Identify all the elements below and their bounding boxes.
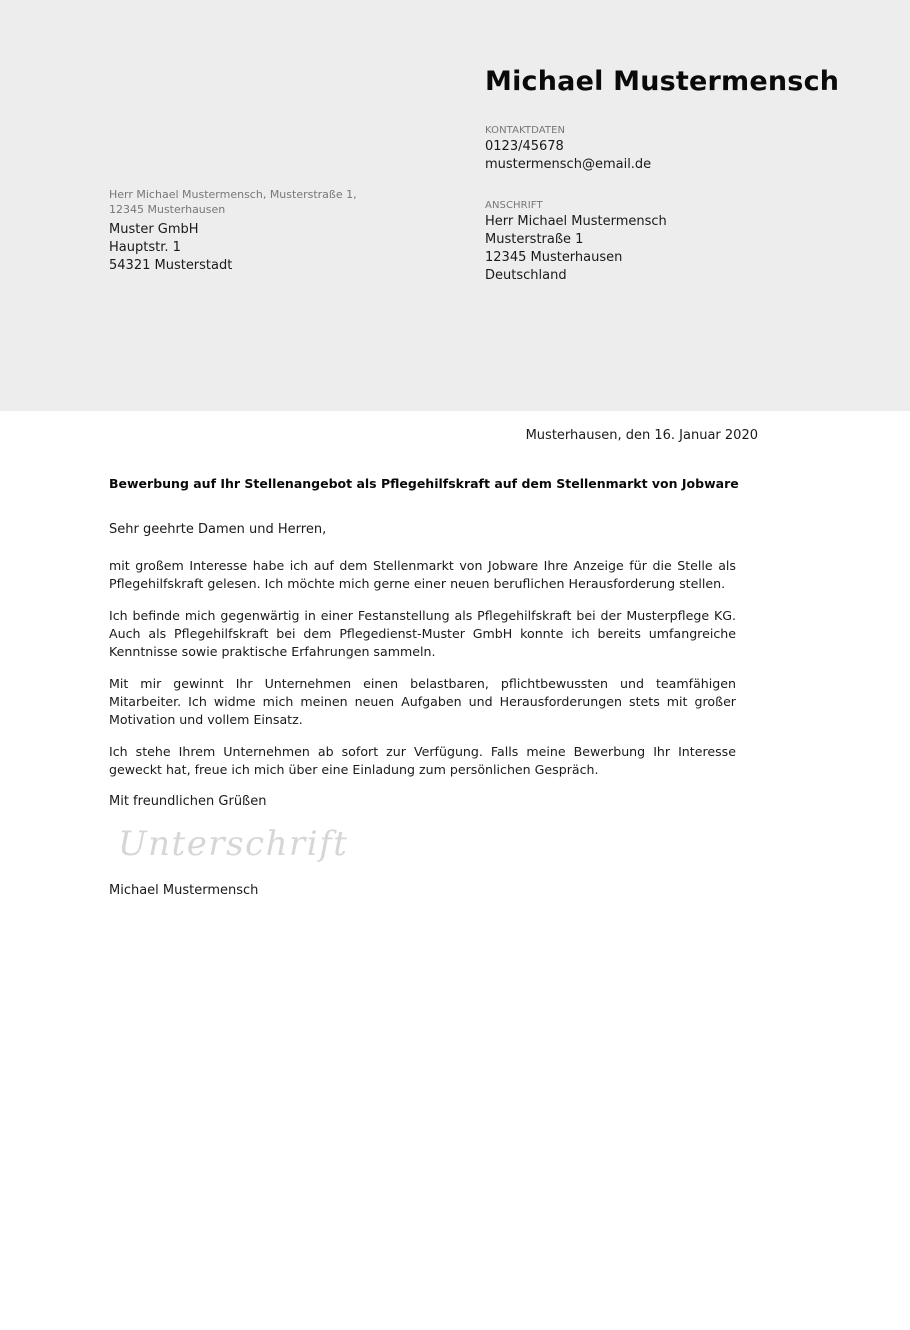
sender-address-block bbox=[485, 199, 667, 285]
contact-phone: 0123/45678 bbox=[485, 139, 564, 154]
letter-body bbox=[109, 557, 736, 793]
recipient-address-block bbox=[109, 221, 232, 275]
signer-name: Michael Mustermensch bbox=[109, 883, 259, 898]
recipient-line: 54321 Musterstadt bbox=[109, 258, 233, 273]
address-line: 12345 Musterhausen bbox=[485, 250, 623, 265]
sender-name: Michael Mustermensch bbox=[485, 66, 840, 97]
signature-placeholder: Unterschrift bbox=[118, 824, 349, 864]
address-line: Herr Michael Mustermensch bbox=[485, 214, 667, 229]
recipient-line: Muster GmbH bbox=[109, 222, 199, 237]
letter-date: Musterhausen, den 16. Januar 2020 bbox=[525, 428, 758, 443]
recipient-line: Hauptstr. 1 bbox=[109, 240, 181, 255]
salutation: Sehr geehrte Damen und Herren, bbox=[109, 522, 327, 537]
contact-block bbox=[485, 124, 651, 174]
body-paragraph: mit großem Interesse habe ich auf dem Stellenmarkt von Jobware Ihre Anzeige für die Stelle als Pflegehilfskraft gelesen. Ich möchte mich gerne einer neuen beruflichen Herausforderung stellen. bbox=[109, 558, 736, 591]
body-paragraph: Ich stehe Ihrem Unternehmen ab sofort zur Verfügung. Falls meine Bewerbung Ihr Interesse geweckt hat, freue ich mich über eine Einladung zum persönlichen Gespräch. bbox=[109, 744, 736, 777]
body-paragraph: Mit mir gewinnt Ihr Unternehmen einen belastbaren, pflichtbewussten und teamfähigen Mitarbeiter. Ich widme mich meinen neuen Aufgaben und Herausforderungen stets mit großer Motivation und vollem Einsatz. bbox=[109, 676, 736, 727]
address-line: Musterstraße 1 bbox=[485, 232, 584, 247]
contact-email: mustermensch@email.de bbox=[485, 157, 652, 172]
contact-label: KONTAKTDATEN bbox=[485, 125, 566, 136]
address-label: ANSCHRIFT bbox=[485, 200, 543, 211]
return-address-line: Herr Michael Mustermensch, Musterstraße 1, 12345 Musterhausen bbox=[109, 188, 357, 216]
body-paragraph: Ich befinde mich gegenwärtig in einer Festanstellung als Pflegehilfskraft bei der Musterpflege KG. Auch als Pflegehilfskraft bei dem Pflegedienst-Muster GmbH konnte ich bereits umfangreiche Kenntnisse sowie praktische Erfahrungen sammeln. bbox=[109, 608, 736, 659]
address-line: Deutschland bbox=[485, 268, 567, 283]
letterhead bbox=[0, 0, 910, 411]
letter-subject: Bewerbung auf Ihr Stellenangebot als Pflegehilfskraft auf dem Stellenmarkt von Jobware bbox=[109, 476, 739, 491]
closing-phrase: Mit freundlichen Grüßen bbox=[109, 794, 267, 809]
